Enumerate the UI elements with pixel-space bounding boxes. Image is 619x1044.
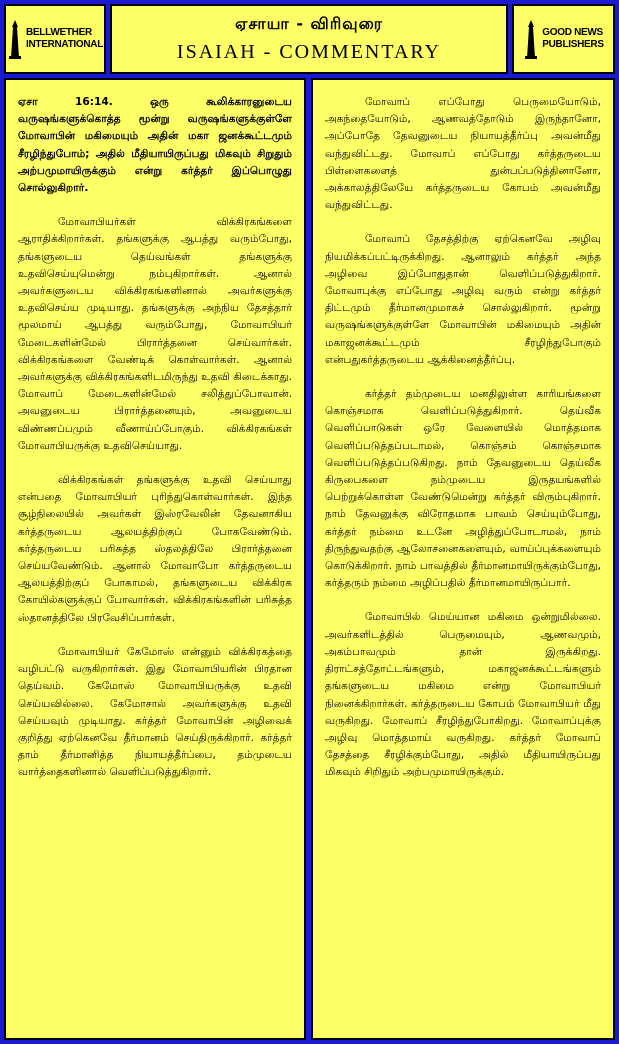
verse-text: ஏசா 16:14. ஒரு கூலிக்காரனுடைய வருஷங்களுக்கொத்த மூன்று வருஷங்களுக்குள்ளே மோவாபின் மகிமையும் அதின் மகா ஜனக்கூட்டமும் சீரழிந்துபோம்; அதில் மீதியாயிருப்பது மிகவும் சிறுதும் அற்பமுமாயிருக்கும் என்று கர்த்தர் இப்பொழுது சொல்லுகிறார்.	[18, 96, 292, 195]
commentary-paragraph: மோவாப் தேசத்திற்கு ஏற்கெனவே அழிவு நியமிக்கப்பட்டிருக்கிறது. ஆனாலும் கர்த்தர் அந்த அழிவை இப்போதுதான் வெளிப்படுத்துகிறார். மோவாபுக்கு எப்போது அழிவு வரும் என்று கர்த்தர் திட்டமும் தீர்மானமுமாகச் சொல்லுகிறார். மூன்று வருஷங்களுக்குள்ளே மோவாபின் மகிமையும் அதின் மகாஜனக்கூட்டமும் சீரழிந்துபோகும் என்பதுகர்த்தருடைய ஆக்கினைத்தீர்ப்பு.	[325, 233, 601, 366]
publisher-logo-right	[512, 4, 615, 74]
page-header	[110, 4, 508, 74]
title-tamil: ஏசாயா - விரிவுரை	[235, 14, 383, 33]
publisher-logo-left	[4, 4, 106, 74]
right-logo-line-1: GOOD NEWS	[542, 27, 603, 38]
left-column	[4, 78, 306, 1040]
commentary-paragraph: விக்கிரகங்கள் தங்களுக்கு உதவி செய்யாது என்பதை மோவாபியர் புரிந்துகொள்வார்கள். இந்த சூழ்நிலையில் அவர்கள் இஸ்ரவேலின் தேவனாகிய கர்த்தருடைய ஆலயத்திற்குப் போகவேண்டும். கர்த்தருடைய பரிசுத்த ஸ்தலத்திலே பிரார்த்தனை செய்யவேண்டும். ஆனால் மோவாபோ கர்த்தருடைய ஆலயத்திற்குப் போகாமல், தங்களுடைய விக்கிரக கோயில்களுக்குப் போவார்கள். விக்கிரகங்களின் பரிசுத்த ஸ்தானத்திலே பிரவேசிப்பார்கள்.	[18, 474, 292, 624]
commentary-paragraph: மோவாபியர் கேமோஸ் என்னும் விக்கிரகத்தை வழிபட்டு வருகிறார்கள். இது மோவாபியரின் பிரதான தெய்வம். கேமோஸ் மோவாபியருக்கு உதவி செய்யவில்லை. கேமோசால் அவர்களுக்கு உதவி செய்யவும் முடியாது. கர்த்தர் மோவாபின் அழிவைக் குறித்து ஏற்கெனவே தீர்மானம் செய்திருக்கிறார். கர்த்தர் தாம் தீர்மானித்த நியாயத்தீர்ப்பை, தம்முடைய வார்த்தைகளினால் வெளிப்படுத்துகிறார்.	[18, 645, 292, 779]
commentary-paragraph: மோவாபில் மெய்யான மகிமை ஒன்றுமில்லை. அவர்களிடத்தில் பெருமையும், ஆணவமும், அகம்பாவமும் தான் இருக்கிறது. திராட்சத்தோட்டங்களும், மகாஜனக்கூட்டங்களும் தங்களுடைய மகிமை என்று மோவாபியர் நினைக்கிறார்கள். கர்த்தருடைய கோபம் மோவாபியர் மீது வருகிறது. மோவாப் சீரழிந்துபோகிறது. மோவாப்புக்கு அழிவு மொத்தமாய் வருகிறது. கர்த்தர் மோவாப் தேசத்தை சீரழிக்கும்போது, அதில் மீதியாயிருப்பது மிகவும் சிறிதும் அற்பமுமாயிருக்கும்.	[325, 611, 601, 779]
right-logo-line-2: PUBLISHERS	[542, 39, 604, 50]
commentary-paragraph: மோவாப் எப்போது பெருமையோடும், அகந்தையோடும், ஆணவத்தோடும் இருந்தானோ, அப்போதே தேவனுடைய நியாயத்தீர்ப்பு அவன்மீது வந்துவிட்டது. மோவாப் எப்போது கர்த்தருடைய பிள்ளைகளைத் துன்பப்படுத்தினானோ, அக்காலத்திலேயே கர்த்தருடைய கோபம் அவன்மீது வந்துவிட்டது.	[325, 96, 601, 212]
tower-icon	[523, 19, 539, 59]
left-logo-line-2: INTERNATIONAL	[25, 39, 104, 50]
left-logo-line-1: BELLWETHER	[25, 27, 92, 38]
commentary-paragraph: மோவாபியர்கள் விக்கிரகங்களை ஆராதிக்கிறார்கள். தங்களுக்கு ஆபத்து வரும்போது, தங்களுடைய தெய்வங்கள் தங்களுக்கு உதவிசெய்யுமென்று நம்புகிறார்கள். ஆனால் அவர்களுடைய விக்கிரகங்களினால் அவர்களுக்கு உதவிசெய்ய முடியாது. தங்களுக்கு அந்நிய தேசத்தார் மூலமாய் ஆபத்து வரும்போது, மோவாபியர் மேடைகளின்மேல் பிரார்த்தனை செய்வார்கள். விக்கிரகங்களை வேண்டிக் கொள்வார்கள். ஆனால் அவர்களுக்கு விக்கிரகங்களிடமிருந்து உதவி கிடைக்காது. மோவாப் மேடைகளின்மேல் சலித்துப்போவான். அவனுடைய பிரார்த்தனையும், அவனுடைய விண்ணப்பமும் வீணாய்ப்போகும். விக்கிரகங்கள் மோவாபியருக்கு உதவிசெய்யாது.	[18, 216, 292, 452]
right-column	[311, 78, 615, 1040]
title-english: ISAIAH - COMMENTARY	[176, 41, 442, 63]
commentary-paragraph: கர்த்தர் தம்முடைய மனதிலுள்ள காரியங்களை கொஞ்சமாக வெளிப்படுத்துகிறார். தெய்வீக வெளிப்பாடுகள் ஒரே வேளையில் மொத்தமாக வெளிப்படுத்தப்படாமல், கொஞ்சம் கொஞ்சமாக வெளிப்படுத்தப்படுகிறது. நாம் தேவனுடைய தெய்வீக கிருபைகளை நம்முடைய இருதயங்களில் பெற்றுக்கொள்ள வேண்டுமென்று கர்த்தர் விரும்புகிறார். நாம் தேவனுக்கு விரோதமாக பாவம் செய்யும்போது, கர்த்தர் நம்மை உடனே அழித்துப்போடாமல், நாம் திருந்துவதற்கு ஆலோசனைகளையும், வாய்ப்புக்களையும் கொடுக்கிறார். நாம் பாவத்தில் தீர்மானமாயிருக்கும்போது, கர்த்தரும் நம்மை அழிப்பதில் தீர்மானமாயிருப்பார்.	[325, 388, 601, 590]
tower-icon	[7, 19, 23, 59]
